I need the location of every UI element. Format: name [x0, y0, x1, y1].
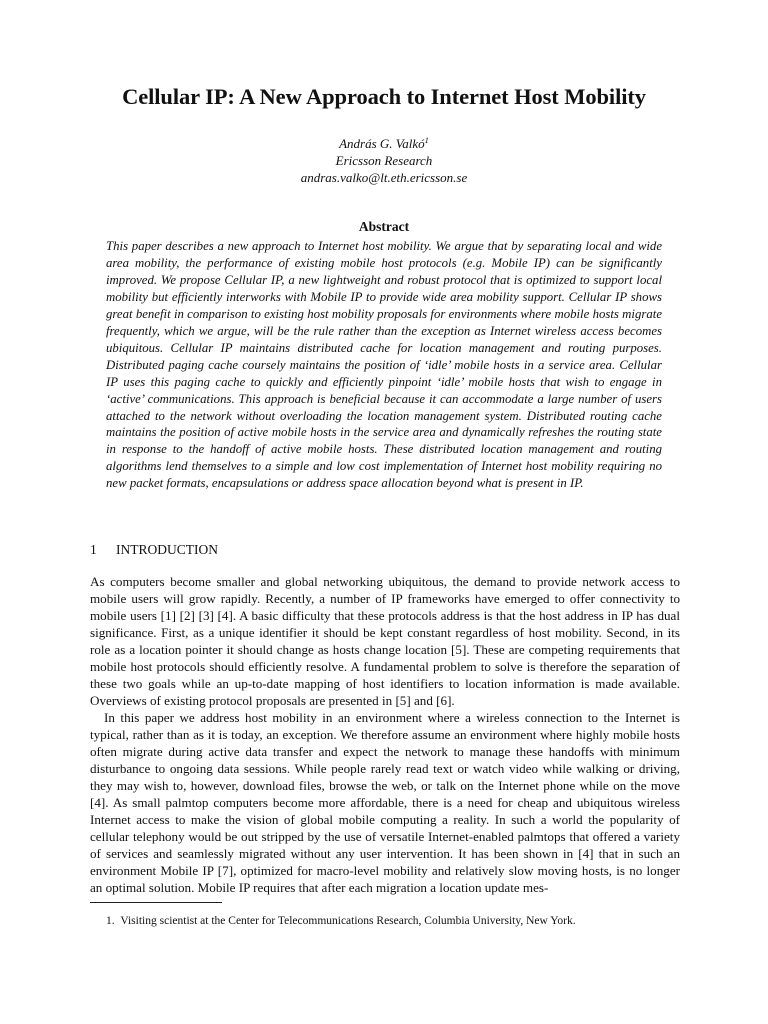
body-paragraph: In this paper we address host mobility in an environment where a wireless connection to the Internet is typical, rather than as it is today, an exception. We therefore assume an environment where highly mobile hosts often migrate during active data transfer and expect the network to manage these handoffs with minimum disturbance to ongoing data sessions. While people rarely read text or watch video while walking or driving, they may wish to, however, download files, browse the web, or talk on the Internet phone while on the move [4]. As small palmtop computers become more affordable, there is a need for cheap and ubiquitous wireless Internet access to make the vision of global mobile computing a reality. In such a world the popularity of cellular telephony would be out stripped by the use of versatile Internet-enabled palmtops that offered a variety of services and seamlessly migrated without any user intervention. It has been shown in [4] that in such an environment Mobile IP [7], optimized for macro-level mobility and relatively slow moving hosts, is no longer an optimal solution. Mobile IP requires that after each migration a location update mes- [90, 710, 680, 896]
footnote-number: 1. [106, 915, 115, 927]
abstract-text: This paper describes a new approach to Internet host mobility. We argue that by separating local and wide area mobility, the performance of existing mobile host protocols (e.g. Mobile IP) can be significantly improved. We propose Cellular IP, a new lightweight and robust protocol that is optimized to support local mobility but efficiently interworks with Mobile IP to provide wide area mobility support. Cellular IP shows great benefit in comparison to existing host mobility proposals for environments where mobile hosts migrate frequently, which we argue, will be the rule rather than the exception as Internet wireless access becomes ubiquitous. Cellular IP maintains distributed cache for location management and routing purposes. Distributed paging cache coursely maintains the position of ‘idle’ mobile hosts in a service area. Cellular IP uses this paging cache to quickly and efficiently pinpoint ‘idle’ mobile hosts that wish to engage in ‘active’ communications. This approach is beneficial because it can accommodate a large number of users attached to the network without overloading the location management system. Distributed routing cache maintains the position of active mobile hosts in the service area and dynamically refreshes the routing state in response to the handoff of active mobile hosts. These distributed location management and routing algorithms lend themselves to a simple and low cost implementation of Internet host mobility requiring no new packet formats, encapsulations or address space allocation beyond what is present in IP. [106, 239, 662, 491]
author-email: andras.valko@lt.eth.ericsson.se [300, 170, 468, 185]
section-number: 1 [90, 542, 97, 557]
footnote [106, 915, 576, 927]
author-name: András G. Valkó [339, 136, 425, 151]
body-paragraph: As computers become smaller and global networking ubiquitous, the demand to provide network access to mobile users will grow rapidly. Recently, a number of IP frameworks have emerged to offer connectivity to mobile users [1] [2] [3] [4]. A basic difficulty that these protocols address is that the host address in IP has dual significance. First, as a unique identifier it should be kept constant regardless of host mobility. Second, in its role as a location pointer it should change as hosts change location [5]. These are competing requirements that mobile host protocols should efficiently resolve. A fundamental problem to solve is therefore the separation of these two goals while an up-to-date mapping of host identifiers to location information is made available. Overviews of existing protocol proposals are presented in [5] and [6]. [90, 574, 680, 709]
section-title: INTRODUCTION [116, 542, 218, 557]
footnote-divider [90, 902, 222, 903]
author-footnote-mark: 1 [424, 135, 429, 145]
section-heading [90, 542, 218, 558]
author-name-line [0, 135, 768, 152]
abstract-heading: Abstract [358, 219, 410, 234]
author-block [0, 135, 768, 186]
author-affiliation: Ericsson Research [335, 153, 433, 168]
footnote-text: Visiting scientist at the Center for Telecommunications Research, Columbia University, New York. [120, 915, 576, 927]
paper-title: Cellular IP: A New Approach to Internet Host Mobility [122, 84, 646, 109]
